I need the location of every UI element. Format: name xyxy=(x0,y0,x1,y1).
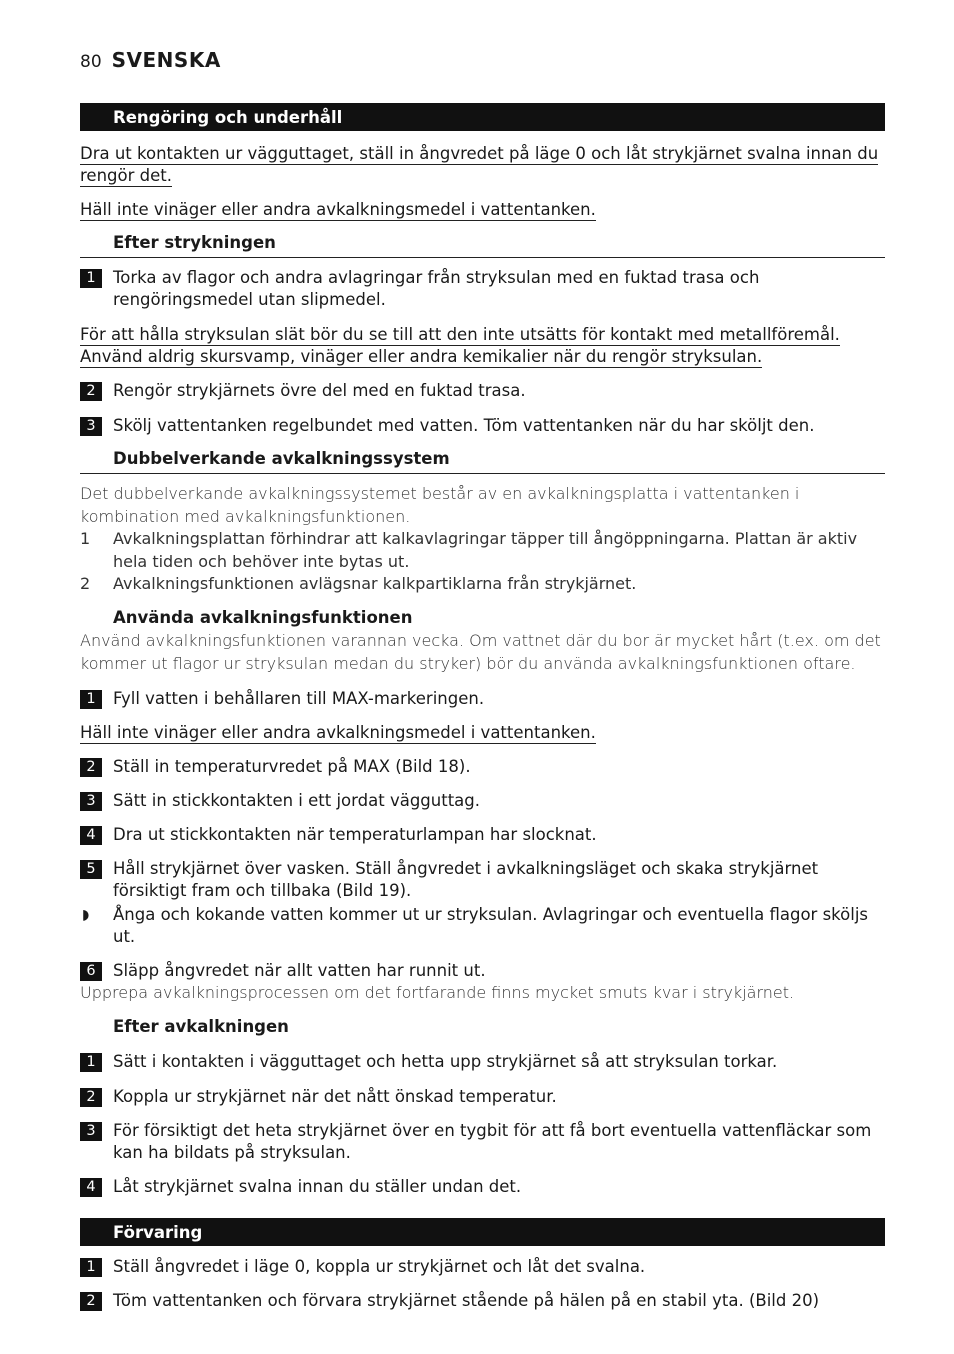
warning-vinegar: Häll inte vinäger eller andra avkalkningsmedel i vattentanken. xyxy=(80,200,596,219)
step-number: 4 xyxy=(80,826,102,845)
step-number: 3 xyxy=(80,417,102,436)
step-number: 3 xyxy=(80,792,102,811)
step-item: 3 Skölj vattentanken regelbundet med vatten. Töm vattentanken när du har sköljt den. xyxy=(80,415,885,437)
step-item: 2 Koppla ur strykjärnet när det nått önskad temperatur. xyxy=(80,1086,885,1108)
step-item: 1 Ställ ångvredet i läge 0, koppla ur strykjärnet och låt det svalna. xyxy=(80,1256,885,1278)
step-number: 4 xyxy=(80,1178,102,1197)
result-item: ◗ Ånga och kokande vatten kommer ut ur stryksulan. Avlagringar och eventuella flagor sköljs ut. xyxy=(82,905,869,946)
step-number: 2 xyxy=(80,382,102,401)
paragraph: Använd avkalkningsfunktionen varannan vecka. Om vattnet där du bor är mycket hårt (t.ex. om det kommer ut flagor ur stryksulan medan du stryker) bör du använda avkalkningsfunktionen oftare. xyxy=(80,631,881,673)
warning-unplug: Dra ut kontakten ur vägguttaget, ställ in ångvredet på läge 0 och låt strykjärnet svalna innan du rengör det. xyxy=(80,144,879,185)
numbered-item: 2 Avkalkningsfunktionen avlägsnar kalkpartiklarna från strykjärnet. xyxy=(80,574,637,593)
step-item: 6 Släpp ångvredet när allt vatten har runnit ut. xyxy=(80,960,885,982)
step-item: 5 Håll strykjärnet över vasken. Ställ ångvredet i avkalkningsläget och skaka strykjärnet försiktigt fram och tillbaka (Bild 19). xyxy=(80,858,885,902)
step-number: 1 xyxy=(80,690,102,709)
numbered-item: 1 Avkalkningsplattan förhindrar att kalkavlagringar täpper till ångöppningarna. Plattan är aktiv hela tiden och behöver inte bytas ut. xyxy=(80,529,858,571)
step-item: 2 Ställ in temperaturvredet på MAX (Bild 18). xyxy=(80,756,885,778)
step-item: 1 Torka av flagor och andra avlagringar från stryksulan med en fuktad trasa och rengöringsmedel utan slipmedel. xyxy=(80,267,885,311)
language-title: SVENSKA xyxy=(111,48,221,72)
step-item: 2 Töm vattentanken och förvara strykjärnet stående på hälen på en stabil yta. (Bild 20) xyxy=(80,1290,885,1312)
step-number: 1 xyxy=(80,1053,102,1072)
result-arrow-icon: ◗ xyxy=(82,907,90,923)
page-number: 80 xyxy=(80,52,102,72)
step-item: 3 För försiktigt det heta strykjärnet över en tygbit för att få bort eventuella vattenfläckar som kan ha bildats på stryksulan. xyxy=(80,1120,885,1164)
step-number: 5 xyxy=(80,860,102,879)
section-bar-storage: Förvaring xyxy=(80,1218,885,1246)
warning-soleplate: För att hålla stryksulan slät bör du se till att den inte utsätts för kontakt med metallföremål. Använd aldrig skursvamp, vinäger eller andra kemikalier när du rengör stryksulan. xyxy=(80,325,840,366)
warning-vinegar: Häll inte vinäger eller andra avkalkningsmedel i vattentanken. xyxy=(80,723,596,742)
subheading-after-descale: Efter avkalkningen xyxy=(113,1017,289,1036)
page-header xyxy=(80,48,221,72)
step-number: 3 xyxy=(80,1122,102,1141)
step-number: 2 xyxy=(80,758,102,777)
step-item: 4 Låt strykjärnet svalna innan du ställer undan det. xyxy=(80,1176,885,1198)
paragraph: Upprepa avkalkningsprocessen om det fortfarande finns mycket smuts kvar i strykjärnet. xyxy=(80,983,795,1002)
step-number: 1 xyxy=(80,269,102,288)
step-item: 4 Dra ut stickkontakten när temperaturlampan har slocknat. xyxy=(80,824,885,846)
paragraph: Det dubbelverkande avkalkningssystemet består av en avkalkningsplatta i vattentanken i kombination med avkalkningsfunktionen. xyxy=(80,484,800,526)
step-number: 1 xyxy=(80,1258,102,1277)
step-number: 6 xyxy=(80,962,102,981)
step-item: 1 Sätt i kontakten i vägguttaget och hetta upp strykjärnet så att stryksulan torkar. xyxy=(80,1051,885,1073)
subheading-after-ironing: Efter strykningen xyxy=(80,232,885,258)
section-bar-cleaning: Rengöring och underhåll xyxy=(80,103,885,131)
step-number: 2 xyxy=(80,1292,102,1311)
step-item: 2 Rengör strykjärnets övre del med en fuktad trasa. xyxy=(80,380,885,402)
step-number: 2 xyxy=(80,1088,102,1107)
step-item: 3 Sätt in stickkontakten i ett jordat vägguttag. xyxy=(80,790,885,812)
subheading-use-descale: Använda avkalkningsfunktionen xyxy=(113,608,413,627)
subheading-double-descale: Dubbelverkande avkalkningssystem xyxy=(80,448,885,474)
step-item: 1 Fyll vatten i behållaren till MAX-markeringen. xyxy=(80,688,885,710)
